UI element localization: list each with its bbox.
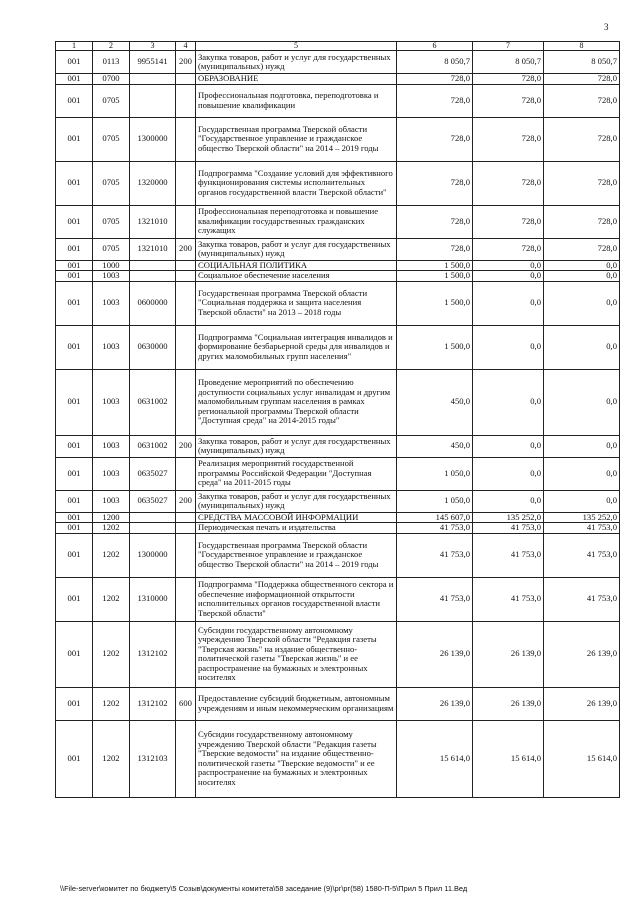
code-cell: 001: [56, 720, 93, 797]
column-header: 1: [56, 42, 93, 51]
section-cell: 0705: [93, 84, 130, 117]
amount-cell: 1 500,0: [397, 260, 473, 271]
file-path-footer: \\File-server\комитет по бюджету\5 Созыв\документы комитета\58 заседание (9)\рг\рг(58) 1580-П-5\Прил 5 Прил 11.Вед: [60, 884, 468, 893]
table-row: [56, 457, 620, 490]
expense-type-cell: [176, 577, 196, 621]
name-cell: Подпрограмма "Социальная интеграция инвалидов и формирование безбарьерной среды для инвалидов и других маломобильных групп населения": [196, 325, 397, 369]
expense-type-cell: 600: [176, 687, 196, 720]
code-cell: 001: [56, 369, 93, 435]
amount-cell: 0,0: [544, 325, 620, 369]
name-cell: Государственная программа Тверской области "Государственное управление и гражданское общество Тверской области" на 2014 – 2019 годы: [196, 117, 397, 161]
amount-cell: 728,0: [544, 84, 620, 117]
amount-cell: 15 614,0: [544, 720, 620, 797]
amount-cell: 41 753,0: [544, 577, 620, 621]
section-cell: 1003: [93, 369, 130, 435]
table-row: [56, 325, 620, 369]
section-cell: 1202: [93, 687, 130, 720]
amount-cell: 728,0: [544, 161, 620, 205]
code-cell: 001: [56, 687, 93, 720]
amount-cell: 728,0: [473, 205, 544, 238]
target-cell: [130, 74, 176, 85]
name-cell: Закупка товаров, работ и услуг для государственных (муниципальных) нужд: [196, 238, 397, 260]
column-header: 4: [176, 42, 196, 51]
code-cell: 001: [56, 325, 93, 369]
column-header: 6: [397, 42, 473, 51]
amount-cell: 41 753,0: [544, 523, 620, 534]
expense-type-cell: [176, 523, 196, 534]
expense-type-cell: [176, 117, 196, 161]
expense-type-cell: [176, 621, 196, 687]
section-cell: 0700: [93, 74, 130, 85]
amount-cell: 728,0: [473, 74, 544, 85]
section-cell: 1003: [93, 435, 130, 457]
name-cell: СРЕДСТВА МАССОВОЙ ИНФОРМАЦИИ: [196, 512, 397, 523]
expense-type-cell: [176, 512, 196, 523]
amount-cell: 728,0: [397, 74, 473, 85]
section-cell: 0113: [93, 51, 130, 74]
amount-cell: 26 139,0: [544, 621, 620, 687]
name-cell: Реализация мероприятий государственной программы Российской Федерации "Доступная среда" на 2011-2015 годы: [196, 457, 397, 490]
amount-cell: 15 614,0: [473, 720, 544, 797]
name-cell: Проведение мероприятий по обеспечению доступности социальных услуг инвалидам и другим маломобильным группам населения в рамках региональной программы Тверской области "Доступная среда" на 2014-2015 годы": [196, 369, 397, 435]
amount-cell: 728,0: [397, 205, 473, 238]
code-cell: 001: [56, 621, 93, 687]
amount-cell: 0,0: [473, 325, 544, 369]
amount-cell: 1 050,0: [397, 490, 473, 512]
table-row: [56, 161, 620, 205]
table-row: [56, 238, 620, 260]
amount-cell: 41 753,0: [473, 523, 544, 534]
name-cell: Государственная программа Тверской области "Государственное управление и гражданское общество Тверской области" на 2014 – 2019 годы: [196, 533, 397, 577]
amount-cell: 26 139,0: [473, 621, 544, 687]
expense-type-cell: [176, 281, 196, 325]
amount-cell: 728,0: [544, 74, 620, 85]
expense-type-cell: [176, 161, 196, 205]
target-cell: 0635027: [130, 457, 176, 490]
amount-cell: 26 139,0: [473, 687, 544, 720]
amount-cell: 728,0: [544, 238, 620, 260]
table-row: [56, 621, 620, 687]
column-header: 5: [196, 42, 397, 51]
table-row: [56, 687, 620, 720]
expense-type-cell: 200: [176, 238, 196, 260]
section-cell: 0705: [93, 238, 130, 260]
code-cell: 001: [56, 490, 93, 512]
amount-cell: 8 050,7: [544, 51, 620, 74]
table-row: [56, 533, 620, 577]
table-row: [56, 577, 620, 621]
amount-cell: 728,0: [473, 161, 544, 205]
name-cell: Закупка товаров, работ и услуг для государственных (муниципальных) нужд: [196, 490, 397, 512]
target-cell: 0631002: [130, 435, 176, 457]
expense-type-cell: 200: [176, 490, 196, 512]
expense-type-cell: [176, 74, 196, 85]
amount-cell: 728,0: [397, 84, 473, 117]
section-cell: 1202: [93, 577, 130, 621]
column-header: 2: [93, 42, 130, 51]
target-cell: [130, 260, 176, 271]
table-row: [56, 369, 620, 435]
code-cell: 001: [56, 577, 93, 621]
amount-cell: 8 050,7: [397, 51, 473, 74]
name-cell: Закупка товаров, работ и услуг для государственных (муниципальных) нужд: [196, 51, 397, 74]
target-cell: 1312102: [130, 621, 176, 687]
amount-cell: 0,0: [473, 260, 544, 271]
code-cell: 001: [56, 271, 93, 282]
name-cell: Закупка товаров, работ и услуг для государственных (муниципальных) нужд: [196, 435, 397, 457]
section-cell: 1202: [93, 621, 130, 687]
code-cell: 001: [56, 161, 93, 205]
amount-cell: 0,0: [473, 490, 544, 512]
expense-type-cell: [176, 457, 196, 490]
target-cell: 0630000: [130, 325, 176, 369]
name-cell: ОБРАЗОВАНИЕ: [196, 74, 397, 85]
amount-cell: 1 050,0: [397, 457, 473, 490]
amount-cell: 728,0: [544, 117, 620, 161]
target-cell: 1321010: [130, 238, 176, 260]
code-cell: 001: [56, 205, 93, 238]
name-cell: СОЦИАЛЬНАЯ ПОЛИТИКА: [196, 260, 397, 271]
budget-table: [55, 41, 620, 798]
expense-type-cell: [176, 260, 196, 271]
amount-cell: 135 252,0: [544, 512, 620, 523]
name-cell: Социальное обеспечение населения: [196, 271, 397, 282]
table-row: [56, 490, 620, 512]
code-cell: 001: [56, 512, 93, 523]
column-header: 3: [130, 42, 176, 51]
name-cell: Подпрограмма "Создание условий для эффективного функционирования системы исполнительных органов государственной власти Тверской области": [196, 161, 397, 205]
target-cell: [130, 512, 176, 523]
amount-cell: 41 753,0: [544, 533, 620, 577]
column-header: 7: [473, 42, 544, 51]
target-cell: [130, 271, 176, 282]
amount-cell: 26 139,0: [544, 687, 620, 720]
section-cell: 1000: [93, 260, 130, 271]
code-cell: 001: [56, 51, 93, 74]
target-cell: 1312103: [130, 720, 176, 797]
amount-cell: 728,0: [397, 161, 473, 205]
column-header: 8: [544, 42, 620, 51]
table-row: [56, 74, 620, 85]
amount-cell: 26 139,0: [397, 621, 473, 687]
section-cell: 1202: [93, 533, 130, 577]
amount-cell: 0,0: [544, 369, 620, 435]
section-cell: 1200: [93, 512, 130, 523]
amount-cell: 0,0: [473, 281, 544, 325]
section-cell: 1003: [93, 490, 130, 512]
amount-cell: 41 753,0: [397, 577, 473, 621]
expense-type-cell: [176, 325, 196, 369]
amount-cell: 0,0: [544, 281, 620, 325]
name-cell: Субсидии государственному автономному учреждению Тверской области "Редакция газеты "Тверские ведомости" на издание общественно-политической газеты "Тверские ведомости" и ее распространение на бумажных и электронных носителях: [196, 720, 397, 797]
amount-cell: 728,0: [397, 117, 473, 161]
expense-type-cell: [176, 369, 196, 435]
amount-cell: 15 614,0: [397, 720, 473, 797]
code-cell: 001: [56, 281, 93, 325]
expense-type-cell: [176, 84, 196, 117]
amount-cell: 728,0: [397, 238, 473, 260]
amount-cell: 8 050,7: [473, 51, 544, 74]
section-cell: 0705: [93, 205, 130, 238]
amount-cell: 41 753,0: [473, 533, 544, 577]
target-cell: 0635027: [130, 490, 176, 512]
table-row: [56, 720, 620, 797]
target-cell: 1300000: [130, 533, 176, 577]
expense-type-cell: 200: [176, 51, 196, 74]
section-cell: 0705: [93, 161, 130, 205]
amount-cell: 0,0: [473, 369, 544, 435]
amount-cell: 0,0: [473, 457, 544, 490]
amount-cell: 728,0: [473, 238, 544, 260]
code-cell: 001: [56, 84, 93, 117]
section-cell: 0705: [93, 117, 130, 161]
target-cell: 1321010: [130, 205, 176, 238]
amount-cell: 1 500,0: [397, 281, 473, 325]
section-cell: 1003: [93, 325, 130, 369]
expense-type-cell: [176, 533, 196, 577]
amount-cell: 135 252,0: [473, 512, 544, 523]
section-cell: 1202: [93, 720, 130, 797]
expense-type-cell: 200: [176, 435, 196, 457]
target-cell: 1300000: [130, 117, 176, 161]
table-row: [56, 84, 620, 117]
target-cell: 0600000: [130, 281, 176, 325]
amount-cell: 1 500,0: [397, 325, 473, 369]
table-row: [56, 523, 620, 534]
section-cell: 1202: [93, 523, 130, 534]
amount-cell: 0,0: [544, 435, 620, 457]
code-cell: 001: [56, 238, 93, 260]
name-cell: Профессиональная переподготовка и повышение квалификации государственных гражданских служащих: [196, 205, 397, 238]
table-row: [56, 205, 620, 238]
amount-cell: 145 607,0: [397, 512, 473, 523]
code-cell: 001: [56, 74, 93, 85]
section-cell: 1003: [93, 281, 130, 325]
table-row: [56, 117, 620, 161]
table-row: [56, 260, 620, 271]
expense-type-cell: [176, 271, 196, 282]
target-cell: [130, 84, 176, 117]
table-row: [56, 435, 620, 457]
table-header-row: [56, 42, 620, 51]
name-cell: Подпрограмма "Поддержка общественного сектора и обеспечение информационной открытости исполнительных органов государственной власти Тверской области": [196, 577, 397, 621]
target-cell: 0631002: [130, 369, 176, 435]
table-row: [56, 281, 620, 325]
code-cell: 001: [56, 435, 93, 457]
name-cell: Предоставление субсидий бюджетным, автономным учреждениям и иным некоммерческим организациям: [196, 687, 397, 720]
code-cell: 001: [56, 260, 93, 271]
amount-cell: 0,0: [544, 271, 620, 282]
page-number: 3: [604, 22, 609, 32]
code-cell: 001: [56, 523, 93, 534]
target-cell: 1310000: [130, 577, 176, 621]
section-cell: 1003: [93, 271, 130, 282]
name-cell: Субсидии государственному автономному учреждению Тверской области "Редакция газеты "Тверская жизнь" на издание общественно-политической газеты "Тверская жизнь" и ее распространение на бумажных и электронных носителях: [196, 621, 397, 687]
section-cell: 1003: [93, 457, 130, 490]
name-cell: Государственная программа Тверской области "Социальная поддержка и защита населения Тверской области" на 2013 – 2018 годы: [196, 281, 397, 325]
amount-cell: 0,0: [544, 457, 620, 490]
table-row: [56, 51, 620, 74]
amount-cell: 728,0: [544, 205, 620, 238]
amount-cell: 26 139,0: [397, 687, 473, 720]
name-cell: Периодическая печать и издательства: [196, 523, 397, 534]
code-cell: 001: [56, 457, 93, 490]
amount-cell: 1 500,0: [397, 271, 473, 282]
table-row: [56, 512, 620, 523]
amount-cell: 450,0: [397, 369, 473, 435]
expense-type-cell: [176, 720, 196, 797]
target-cell: 1312102: [130, 687, 176, 720]
amount-cell: 0,0: [544, 490, 620, 512]
expense-type-cell: [176, 205, 196, 238]
table-row: [56, 271, 620, 282]
name-cell: Профессиональная подготовка, переподготовка и повышение квалификации: [196, 84, 397, 117]
amount-cell: 0,0: [473, 271, 544, 282]
amount-cell: 450,0: [397, 435, 473, 457]
amount-cell: 728,0: [473, 84, 544, 117]
code-cell: 001: [56, 533, 93, 577]
amount-cell: 41 753,0: [397, 523, 473, 534]
target-cell: 1320000: [130, 161, 176, 205]
amount-cell: 41 753,0: [473, 577, 544, 621]
amount-cell: 0,0: [473, 435, 544, 457]
amount-cell: 41 753,0: [397, 533, 473, 577]
target-cell: 9955141: [130, 51, 176, 74]
target-cell: [130, 523, 176, 534]
code-cell: 001: [56, 117, 93, 161]
amount-cell: 728,0: [473, 117, 544, 161]
amount-cell: 0,0: [544, 260, 620, 271]
